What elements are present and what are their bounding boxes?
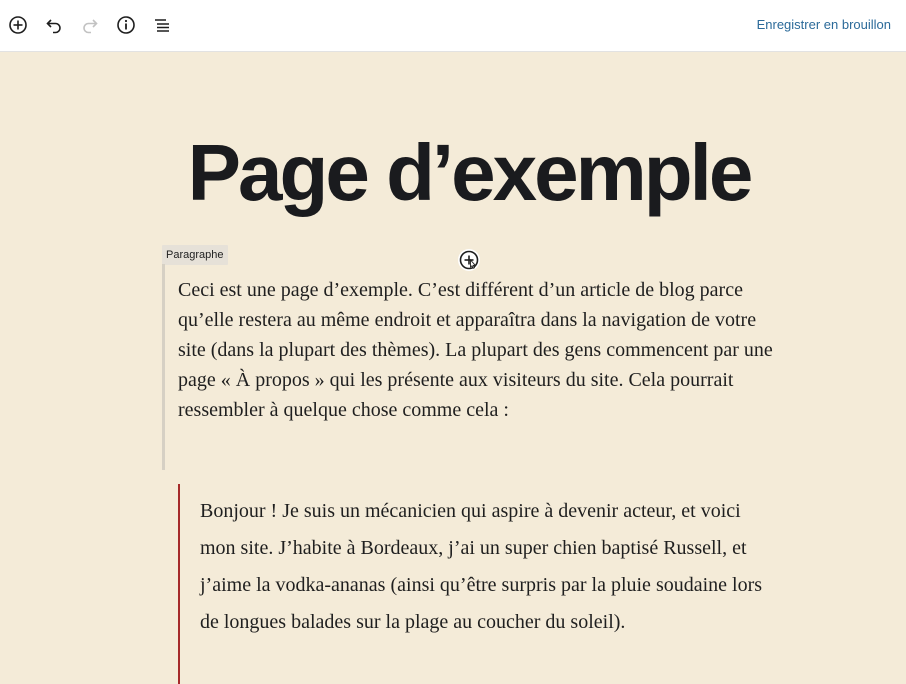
list-view-button[interactable]: [150, 13, 174, 37]
redo-icon: [80, 15, 100, 35]
redo-button[interactable]: [78, 13, 102, 37]
block-inserter-button[interactable]: [458, 249, 480, 271]
plus-circle-icon: [458, 249, 480, 271]
quote-border: [178, 484, 180, 684]
editor-canvas: [0, 53, 906, 674]
paragraph-block[interactable]: Ceci est une page d’exemple. C’est différent d’un article de blog parce qu’elle restera au même endroit et apparaîtra dans la navigation de votre site (dans la plupart des thèmes). La plupart des gens commencent par une page « À propos » qui les présente aux visiteurs du site. Cela pourrait ressembler à quelque chose comme cela :: [178, 279, 773, 421]
details-button[interactable]: [114, 13, 138, 37]
save-draft-button[interactable]: Enregistrer en brouillon: [756, 17, 891, 32]
add-block-button[interactable]: [6, 13, 30, 37]
quote-block[interactable]: Bonjour ! Je suis un mécanicien qui aspire à devenir acteur, et voici mon site. J’habite à Bordeaux, j’ai un super chien baptisé Russell, et j’aime la vodka-ananas (ainsi qu’être surpris par la pluie soudaine lors de longues balades sur la plage au coucher du soleil).: [200, 500, 763, 633]
list-view-icon: [152, 15, 172, 35]
undo-icon: [44, 15, 64, 35]
plus-circle-icon: [8, 15, 28, 35]
info-icon: [116, 15, 136, 35]
page-title[interactable]: Page d’exemple: [187, 128, 751, 217]
selected-block-indicator: [162, 264, 165, 470]
block-type-label: Paragraphe: [162, 245, 228, 265]
undo-button[interactable]: [42, 13, 66, 37]
editor-toolbar: [0, 0, 906, 52]
